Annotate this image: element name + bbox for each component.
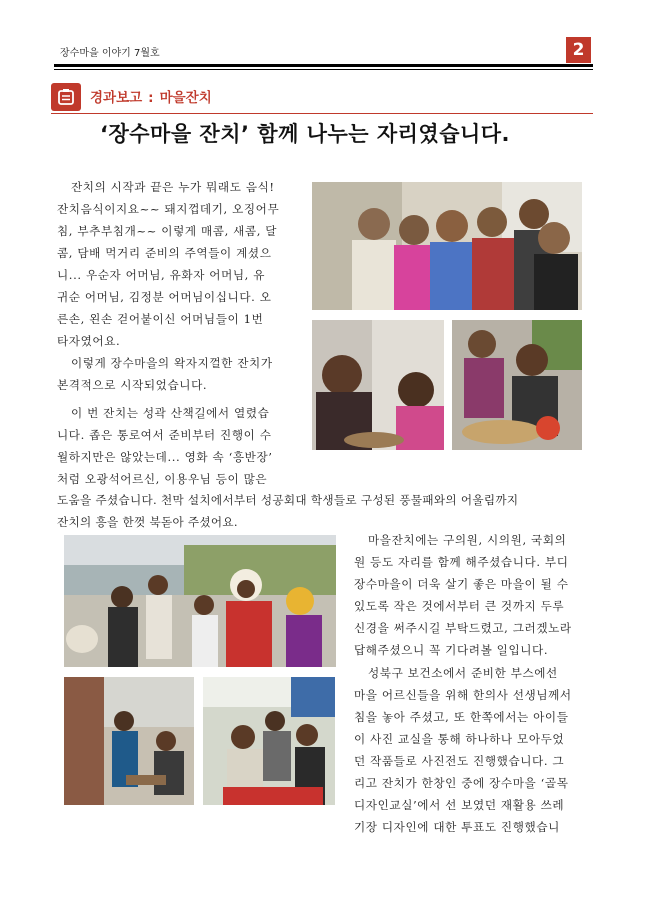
page-number: 2 xyxy=(566,37,591,63)
text-line: 던 작품들로 사진전도 진행했습니다. 그 xyxy=(354,754,565,768)
text-line: 신경을 써주시길 부탁드렸고, 그러겠노라 xyxy=(354,621,572,635)
text-line: 도움을 주셨습니다. 천막 설치에서부터 성공회대 학생들로 구성된 풍물패와의 어울림까지 xyxy=(57,493,519,507)
headline: ‘장수마을 잔치’ 함께 나누는 자리였습니다. xyxy=(100,122,511,146)
text-line: 이렇게 장수마을의 왁자지껄한 잔치가 xyxy=(71,356,273,370)
text-line: 성북구 보건소에서 준비한 부스에선 xyxy=(368,666,558,680)
report-icon xyxy=(51,83,81,111)
text-line: 원 등도 자리를 함께 해주셨습니다. 부디 xyxy=(354,555,569,569)
paragraph-location xyxy=(57,402,307,490)
text-line: 리고 잔치가 한창인 중에 장수마을 ‘골목 xyxy=(354,776,569,790)
text-line: 이 사진 교실을 통해 하나하나 모아두었 xyxy=(354,732,565,746)
photo-seniors-tables xyxy=(64,677,194,805)
text-line: 있도록 작은 것에서부터 큰 것까지 두루 xyxy=(354,599,565,613)
paragraph-location-cont xyxy=(57,489,597,533)
section-divider xyxy=(51,113,593,114)
text-line: 잔치음식이지요~~ 돼지껍데기, 오징어무 xyxy=(57,202,280,216)
text-line: 니... 우순자 어머님, 유화자 어머님, 유 xyxy=(57,268,266,282)
section-category: 경과보고 xyxy=(90,90,143,106)
text-line: 잔치의 시작과 끝은 누가 뭐래도 음식! xyxy=(71,180,275,194)
text-line: 디자인교실’에서 선 보였던 재활용 쓰레 xyxy=(354,798,565,812)
text-line: 른손, 왼손 걷어붙이신 어머님들이 1번 xyxy=(57,312,264,326)
photo-cooking-left xyxy=(312,320,444,450)
text-line: 기장 디자인에 대한 투표도 진행했습니 xyxy=(354,820,560,834)
text-line: 이 번 잔치는 성곽 산책길에서 열렸습 xyxy=(71,406,270,420)
text-line: 귀순 어머님, 김정분 어머님이십니다. 오 xyxy=(57,290,272,304)
paragraph-start xyxy=(57,352,307,396)
section-topic: 마을잔치 xyxy=(159,90,212,106)
section-colon: : xyxy=(148,90,154,106)
section-label xyxy=(90,86,212,106)
photo-pungmul-band xyxy=(64,535,336,667)
header-rule xyxy=(54,64,593,67)
text-line: 니다. 좁은 통로여서 준비부터 진행이 수 xyxy=(57,428,272,442)
text-line: 침을 놓아 주셨고, 또 한쪽에서는 아이들 xyxy=(354,710,569,724)
text-line: 타자였어요. xyxy=(57,334,121,348)
text-line: 마을잔치에는 구의원, 시의원, 국회의 xyxy=(368,533,567,547)
text-line: 잔치의 흥을 한껏 북돋아 주셨어요. xyxy=(57,515,238,529)
paragraph-officials xyxy=(354,529,594,661)
photo-acupuncture-booth xyxy=(203,677,335,805)
text-line: 장수마을이 더욱 살기 좋은 마을이 될 수 xyxy=(354,577,569,591)
header-rule-thin xyxy=(54,69,593,70)
text-line: 처럼 오광석어르신, 이용우님 등이 많은 xyxy=(57,472,268,486)
text-line: 답해주셨으니 꼭 기다려볼 일입니다. xyxy=(354,643,549,657)
text-line: 월하지만은 않았는데... 영화 속 ‘흥반장’ xyxy=(57,450,273,464)
text-line: 콤, 담배 먹거리 준비의 주역들이 계셨으 xyxy=(57,246,272,260)
paragraph-booths xyxy=(354,662,594,838)
paragraph-food xyxy=(57,176,307,352)
newsletter-title: 장수마을 이야기 7월호 xyxy=(60,48,160,59)
text-line: 본격적으로 시작되었습니다. xyxy=(57,378,208,392)
text-line: 침, 부추부침개~~ 이렇게 매콤, 새콤, 달 xyxy=(57,224,278,238)
text-line: 마을 어르신들을 위해 한의사 선생님께서 xyxy=(354,688,572,702)
photo-women-group xyxy=(312,182,582,310)
photo-cooking-right xyxy=(452,320,582,450)
